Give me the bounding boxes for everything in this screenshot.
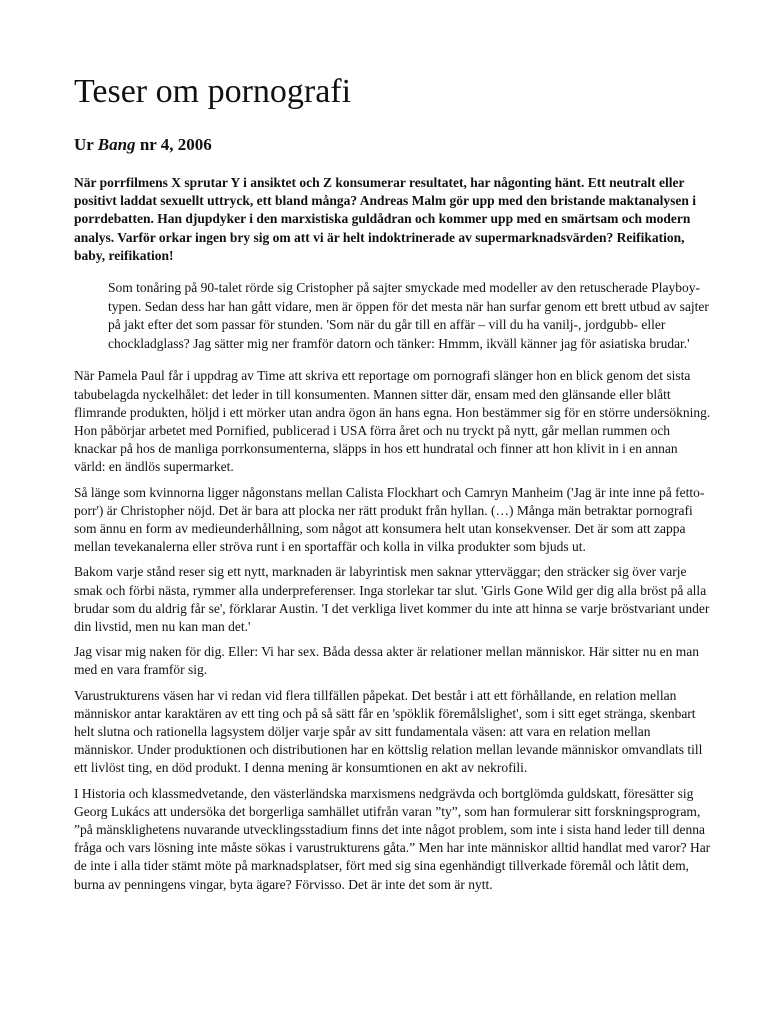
body-paragraph-6: I Historia och klassmedvetande, den västerländska marxismens nedgrävda och bortglömda guldskatt, föresätter sig Georg Lukács att undersöka det borgerliga samhället utifrån varan ”ty”, som han formulerar sitt forskningsprogram, ”på mänsklighetens nuvarande utvecklingsstadium finns det inte något problem, som inte i sista hand leder till denna fråga och vars lösning inte måste sökas i varustrukturens gåta.” Men har inte människor alltid handlat med varor? Har de inte i alla tider stämt möte på marknadsplatser, fört med sig sina egenhändigt tillverkade föremål och låtit dem, burna av penningens vingar, byta ägare? Förvisso. Det är inte det som är nytt. <box>74 785 711 892</box>
article-lead: När porrfilmens X sprutar Y i ansiktet och Z konsumerar resultatet, har någonting hänt. Ett neutralt eller positivt laddat sexuellt uttryck, ett bland många? Andreas Malm gör upp med den bristande maktanalysen i porrdebatten. Han djupdyker i den marxistiska guldådran och kommer upp med en smärtsam och modern analys. Varför orkar ingen bry sig om att vi är helt indoktrinerade av supermarknadsvärden? Reifikation, baby, reifikation! <box>74 175 697 263</box>
source-publication: Bang <box>97 135 136 154</box>
body-paragraph-2: Så länge som kvinnorna ligger någonstans mellan Calista Flockhart och Camryn Manheim ('Jag är inte inne på fetto-porr') är Christopher nöjd. Det är bara att plocka ner rätt produkt från hyllan. (…) Många män betraktar pornografi som ännu en form av medieunderhållning, som något att konsumera helt utan konsekvenser. Det är som att zappa mellan tevekanalerna eller ströva runt i en sportaffär och kolla in vilka produkter som bjuds ut. <box>74 484 705 555</box>
body-paragraph-5: Varustrukturens väsen har vi redan vid flera tillfällen påpekat. Det består i att ett förhållande, en relation mellan människor antar karaktären av ett ting och på så sätt får en 'spöklik föremålslighet', som i sitt eget stränga, skenbart helt slutna och rationella lagsystem döljer varje spår av sitt fundamentala väsen: att vara en relation mellan människor. Under produktionen och distributionen har en köttslig relation mellan levande människor omvandlats till ett livlöst ting, en död produkt. I denna mening är konsumtionen en akt av nekrofili. <box>74 687 703 776</box>
source-issue: nr 4, 2006 <box>139 135 212 154</box>
article-title: Teser om pornografi <box>74 73 352 110</box>
body-paragraph-3: Bakom varje stånd reser sig ett nytt, marknaden är labyrintisk men saknar ytterväggar; den sträcker sig över varje smak och förbi nästa, rymmer alla underpreferenser. Inga storlekar tar slut. 'Girls Gone Wild ger dig alla bröst på alla brudar som du aldrig får se', förklarar Austin. 'I det verkliga livet kommer du inte att hinna se varje bröstvariant under din livstid, men nu kan man det.' <box>74 564 710 635</box>
source-prefix: Ur <box>74 135 94 154</box>
article-source <box>74 134 712 156</box>
body-paragraph-1: När Pamela Paul får i uppdrag av Time att skriva ett reportage om pornografi slänger hon en blick genom det sista tabubelagda nyckelhålet: det leder in till konsumenten. Mannen sitter där, ensam med den glänsande eller blått flimrande produkten, höljd i ett mörker utan andra ögon än hans egna. Hon bestämmer sig för en större undersökning. Hon påbörjar arbetet med Pornified, publicerad i USA förra året och nu tryckt på nytt, går mellan rummen och knackar på hos de manliga porrkonsumenterna, släpps in hos ett hundratal och finner att hon klivit in i en annan värld: en ändlös supermarket. <box>74 368 711 475</box>
body-paragraph-4: Jag visar mig naken för dig. Eller: Vi har sex. Båda dessa akter är relationer mellan människor. Här sitter nu en man med en vara framför sig. <box>74 644 699 678</box>
block-quote: Som tonåring på 90-talet rörde sig Cristopher på sajter smyckade med modeller av den retuscherade Playboy-typen. Sedan dess har han gått vidare, men är öppen för det mesta när han surfar genom ett brett utbud av sajter på jakt efter det som passar för stunden. 'Som när du går till en affär – vill du ha vanilj-, jordgubb- eller chockladglass? Jag sätter mig ner framför datorn och tänker: Hmmm, ikväll känner jag för asiatiska brudar.' <box>108 280 709 351</box>
